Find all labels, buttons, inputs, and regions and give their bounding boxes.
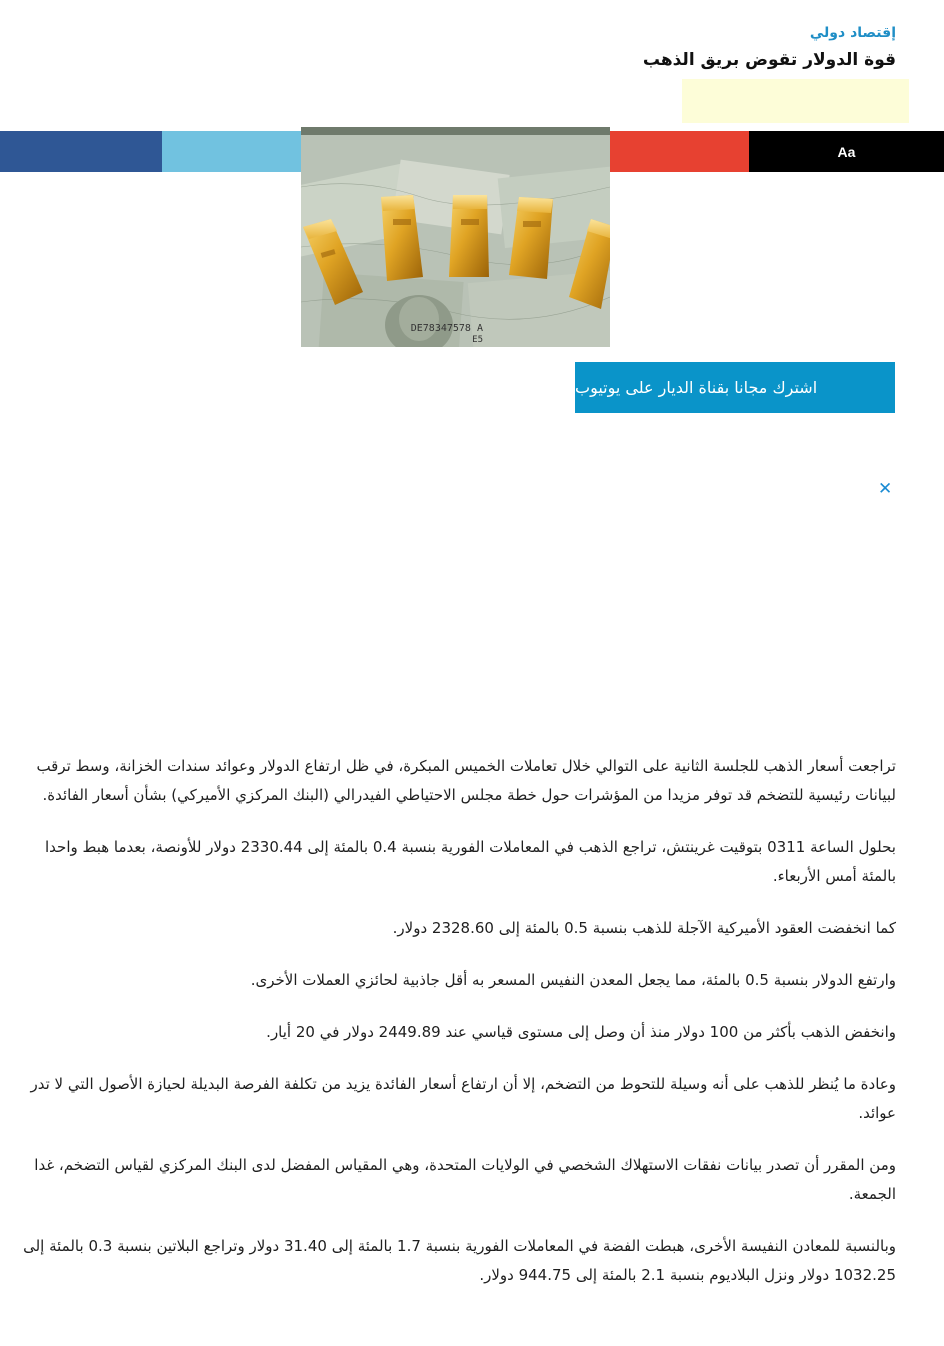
article-headline: قوة الدولار تقوض بريق الذهب: [642, 50, 896, 70]
hero-serial-text: DE78347578 A: [410, 323, 483, 334]
article-body: [16, 752, 896, 1313]
article-paragraph: تراجعت أسعار الذهب للجلسة الثانية على التوالي خلال تعاملات الخميس المبكرة، في ظل ارتفاع الدولار وعوائد سندات الخزانة، وسط ترقب لبيانات رئيسية للتضخم قد توفر مزيدا من المؤشرات حول خطة مجلس الاحتياطي الفيدرالي (البنك المركزي الأميركي) بشأن أسعار الفائدة.: [36, 757, 896, 804]
article-paragraph: وبالنسبة للمعادن النفيسة الأخرى، هبطت الفضة في المعاملات الفورية بنسبة 1.7 بالمئة إلى 31.40 دولار وتراجع البلاتين بنسبة 0.3 بالمئة إلى 1032.25 دولار ونزل البلاديوم بنسبة 2.1 بالمئة إلى 944.75 دولار.: [23, 1237, 896, 1284]
share-facebook-button[interactable]: [0, 131, 162, 172]
hero-image: [301, 127, 610, 347]
top-ad-slot: [682, 79, 909, 123]
article-paragraph: بحلول الساعة 0311 بتوقيت غرينتش، تراجع الذهب في المعاملات الفورية بنسبة 0.4 بالمئة إلى 2330.44 دولار للأونصة، بعدما هبط واحدا بالمئة أمس الأربعاء.: [45, 838, 896, 885]
article-paragraph: وعادة ما يُنظر للذهب على أنه وسيلة للتحوط من التضخم، إلا أن ارتفاع أسعار الفائدة يزيد من تكلفة الفرصة البديلة لحيازة الأصول التي لا تدر عوائد.: [30, 1075, 896, 1122]
article-paragraph: وارتفع الدولار بنسبة 0.5 بالمئة، مما يجعل المعدن النفيس المسعر به أقل جاذبية لحائزي العملات الأخرى.: [250, 971, 896, 989]
hero-serial-text-2: E5: [472, 335, 483, 345]
article-paragraph: ومن المقرر أن تصدر بيانات نفقات الاستهلاك الشخصي في الولايات المتحدة، وهي المقياس المفضل لدى البنك المركزي لقياس التضخم، غدا الجمعة.: [34, 1156, 896, 1203]
article-paragraph: وانخفض الذهب بأكثر من 100 دولار منذ أن وصل إلى مستوى قياسي عند 2449.89 دولار في 20 أيار.: [266, 1023, 896, 1041]
close-icon[interactable]: ✕: [878, 479, 893, 499]
youtube-subscribe-button[interactable]: اشترك مجانا بقناة الديار على يوتيوب: [575, 362, 895, 413]
font-size-button[interactable]: Aa: [749, 131, 944, 172]
category-label[interactable]: إقتصاد دولي: [809, 25, 896, 41]
article-paragraph: كما انخفضت العقود الأميركية الآجلة للذهب بنسبة 0.5 بالمئة إلى 2328.60 دولار.: [392, 919, 896, 937]
